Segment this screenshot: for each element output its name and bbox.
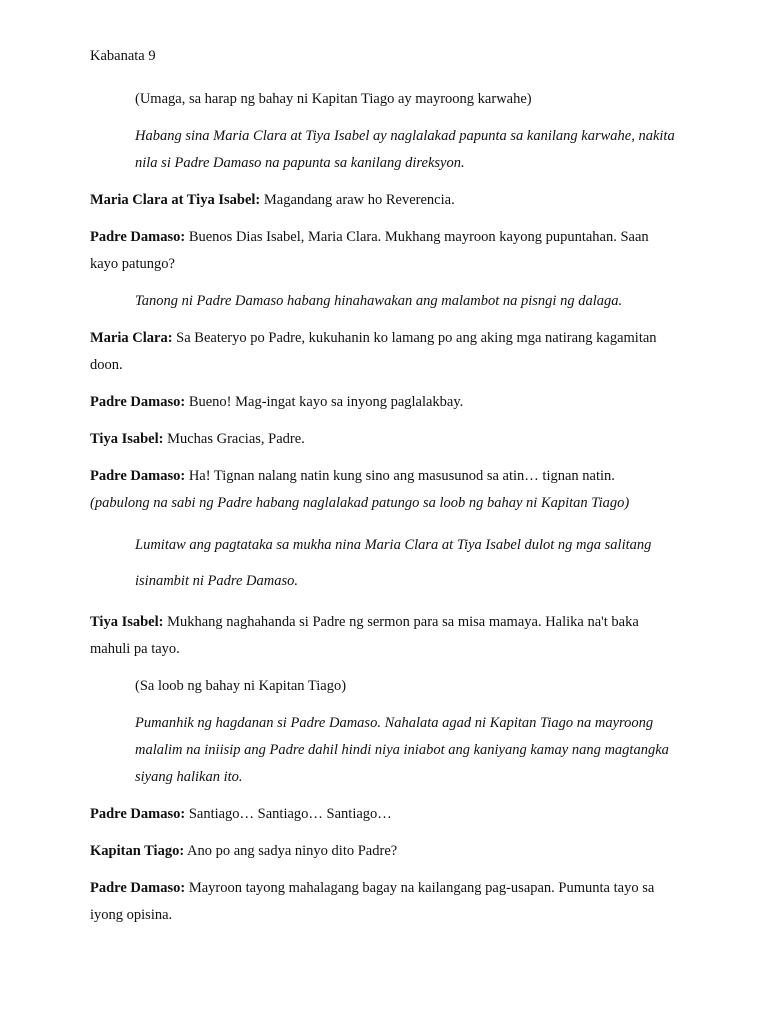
dialogue-line xyxy=(90,801,678,828)
dialogue-aside: (pabulong na sabi ng Padre habang naglalakad patungo sa loob ng bahay ni Kapitan Tiago) xyxy=(90,495,630,511)
dialogue-text: Magandang araw ho Reverencia. xyxy=(260,192,455,208)
speaker-name: Maria Clara at Tiya Isabel: xyxy=(90,192,261,208)
stage-direction: (Sa loob ng bahay ni Kapitan Tiago) xyxy=(135,678,347,694)
dialogue-text: Bueno! Mag-ingat kayo sa inyong paglalakbay. xyxy=(185,394,464,410)
speaker-name: Padre Damaso: xyxy=(90,468,186,484)
dialogue-line xyxy=(90,389,678,416)
dialogue-line xyxy=(90,426,678,453)
dialogue-text: Mayroon tayong mahalagang bagay na kailangang pag-usapan. Pumunta tayo sa iyong opisina. xyxy=(90,880,655,923)
dialogue-line xyxy=(90,224,678,278)
speaker-name: Padre Damaso: xyxy=(90,229,186,245)
dialogue-text: Sa Beateryo po Padre, kukuhanin ko lamang po ang aking mga natirang kagamitan doon. xyxy=(90,330,657,373)
speaker-name: Padre Damaso: xyxy=(90,806,186,822)
narration: Lumitaw ang pagtataka sa mukha nina Maria Clara at Tiya Isabel dulot ng mga salitang isinambit ni Padre Damaso. xyxy=(135,537,652,589)
chapter-header: Kabanata 9 xyxy=(90,48,156,64)
speaker-name: Tiya Isabel: xyxy=(90,431,164,447)
dialogue-line xyxy=(90,463,678,517)
dialogue-text: Ha! Tignan nalang natin kung sino ang masusunod sa atin… tignan natin. xyxy=(185,468,615,484)
dialogue-line xyxy=(90,875,678,929)
dialogue-text: Mukhang naghahanda si Padre ng sermon para sa misa mamaya. Halika na't baka mahuli pa tayo. xyxy=(90,614,639,657)
speaker-name: Padre Damaso: xyxy=(90,394,186,410)
dialogue-line xyxy=(90,325,678,379)
speaker-name: Padre Damaso: xyxy=(90,880,186,896)
dialogue-line xyxy=(90,838,678,865)
dialogue-line xyxy=(90,609,678,663)
narration: Habang sina Maria Clara at Tiya Isabel ay naglalakad papunta sa kanilang karwahe, nakita nila si Padre Damaso na papunta sa kanilang direksyon. xyxy=(135,128,675,171)
dialogue-text: Muchas Gracias, Padre. xyxy=(163,431,305,447)
narration: Pumanhik ng hagdanan si Padre Damaso. Nahalata agad ni Kapitan Tiago na mayroong malalim na iniisip ang Padre dahil hindi niya iniabot ang kaniyang kamay nang magtangka siyang halikan ito. xyxy=(135,715,669,785)
dialogue-line xyxy=(90,187,678,214)
speaker-name: Kapitan Tiago: xyxy=(90,843,185,859)
dialogue-text: Santiago… Santiago… Santiago… xyxy=(185,806,392,822)
dialogue-text: Ano po ang sadya ninyo dito Padre? xyxy=(184,843,398,859)
speaker-name: Maria Clara: xyxy=(90,330,173,346)
speaker-name: Tiya Isabel: xyxy=(90,614,164,630)
dialogue-text: Buenos Dias Isabel, Maria Clara. Mukhang mayroon kayong pupuntahan. Saan kayo patungo? xyxy=(90,229,649,272)
stage-direction: (Umaga, sa harap ng bahay ni Kapitan Tiago ay mayroong karwahe) xyxy=(135,91,532,107)
narration: Tanong ni Padre Damaso habang hinahawakan ang malambot na pisngi ng dalaga. xyxy=(135,293,623,309)
